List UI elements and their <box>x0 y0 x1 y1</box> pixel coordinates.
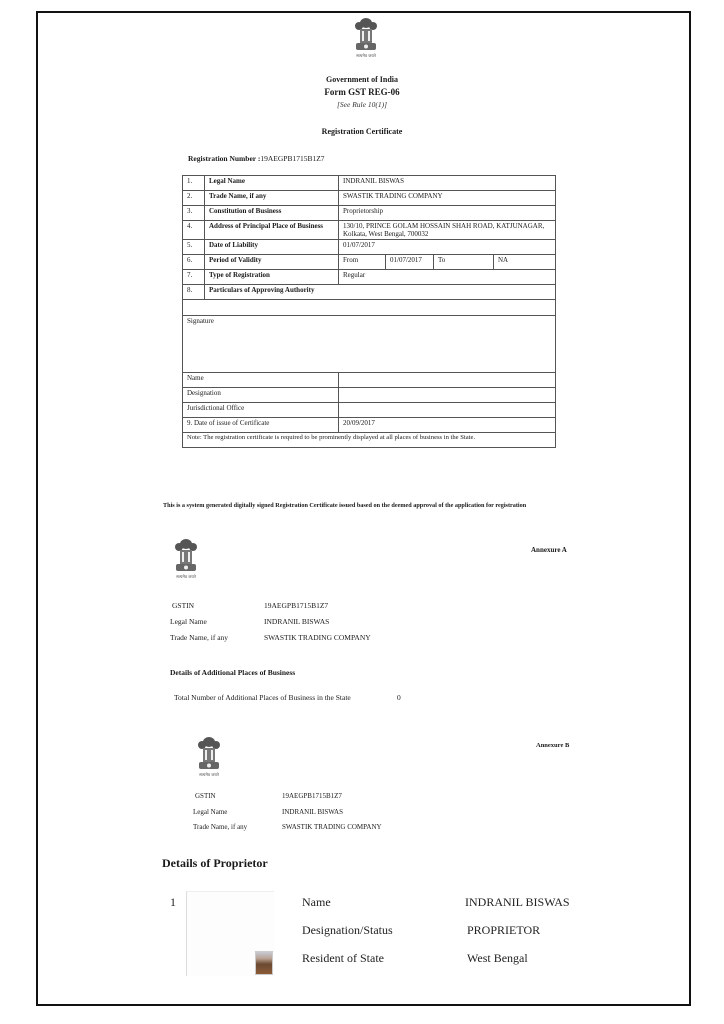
proprietor-state-value: West Bengal <box>467 951 528 965</box>
form-title: Form GST REG-06 <box>324 87 400 97</box>
annexure-a-title: Annexure A <box>531 546 567 554</box>
table-row <box>183 191 556 206</box>
svg-text:सत्यमेव जयते: सत्यमेव जयते <box>199 772 219 777</box>
government-heading: Government of India <box>326 75 398 84</box>
additional-places-count-value: 0 <box>397 693 401 702</box>
table-row <box>183 300 556 316</box>
address-value: 130/10, PRINCE GOLAM HOSSAIN SHAH ROAD, KATJUNAGAR, Kolkata, West Bengal, 700032 <box>339 221 556 240</box>
issue-date-value: 20/09/2017 <box>339 418 556 433</box>
annexure-a-gstin-value: 19AEGPB1715B1Z7 <box>264 601 329 610</box>
proprietor-index: 1 <box>170 895 176 909</box>
annexure-a-legal-name-value: INDRANIL BISWAS <box>264 617 330 626</box>
issue-date-label: 9. Date of issue of Certificate <box>183 418 339 433</box>
proprietor-state-label: Resident of State <box>302 951 384 965</box>
proprietor-name-label: Name <box>302 895 331 909</box>
table-row <box>183 388 556 403</box>
proprietor-heading: Details of Proprietor <box>162 856 268 870</box>
validity-to-value: NA <box>494 255 556 270</box>
validity-from-value: 01/07/2017 <box>386 255 434 270</box>
table-row <box>183 285 556 300</box>
constitution-value: Proprietorship <box>339 206 556 221</box>
row-number: 8. <box>183 285 205 300</box>
certificate-title: Registration Certificate <box>321 127 403 136</box>
legal-name-value: INDRANIL BISWAS <box>339 176 556 191</box>
proprietor-designation-value: PROPRIETOR <box>467 923 541 937</box>
annexure-b-legal-name-value: INDRANIL BISWAS <box>282 808 343 816</box>
row-label: Period of Validity <box>205 255 339 270</box>
annexure-b-gstin-label: GSTIN <box>195 792 216 800</box>
additional-places-heading: Details of Additional Places of Business <box>170 668 296 677</box>
table-row <box>183 373 556 388</box>
system-generated-note: This is a system generated digitally signed Registration Certificate issued based on the deemed approval of the application for registration <box>163 502 527 509</box>
row-number: 6. <box>183 255 205 270</box>
trade-name-value: SWASTIK TRADING COMPANY <box>339 191 556 206</box>
annexure-b-gstin-value: 19AEGPB1715B1Z7 <box>282 792 342 800</box>
authority-designation-label: Designation <box>183 388 339 403</box>
validity-from-label: From <box>339 255 386 270</box>
row-label: Trade Name, if any <box>205 191 339 206</box>
table-row <box>183 433 556 448</box>
row-number: 7. <box>183 270 205 285</box>
row-label: Particulars of Approving Authority <box>205 285 556 300</box>
annexure-b-legal-name-label: Legal Name <box>193 808 228 816</box>
row-label: Date of Liability <box>205 240 339 255</box>
row-label: Legal Name <box>205 176 339 191</box>
table-row <box>183 255 556 270</box>
annexure-a-trade-name-label: Trade Name, if any <box>170 633 229 642</box>
proprietor-photo <box>255 951 273 975</box>
row-label: Address of Principal Place of Business <box>205 221 339 240</box>
jurisdictional-office-label: Jurisdictional Office <box>183 403 339 418</box>
table-row <box>183 176 556 191</box>
registration-number-value: 19AEGPB1715B1Z7 <box>260 154 325 163</box>
annexure-b-trade-name-value: SWASTIK TRADING COMPANY <box>282 823 382 831</box>
annexure-a-gstin-label: GSTIN <box>172 601 195 610</box>
additional-places-count-label: Total Number of Additional Places of Business in the State <box>174 693 351 702</box>
certificate-table <box>182 175 556 448</box>
row-label: Type of Registration <box>205 270 339 285</box>
table-row <box>183 418 556 433</box>
national-emblem-icon <box>194 735 224 779</box>
authority-name-value <box>339 373 556 388</box>
registration-number-label: Registration Number : <box>188 154 261 163</box>
svg-text:सत्यमेव जयते: सत्यमेव जयते <box>176 574 196 579</box>
authority-name-label: Name <box>183 373 339 388</box>
row-number: 2. <box>183 191 205 206</box>
svg-text:सत्यमेव जयते: सत्यमेव जयते <box>356 53 376 58</box>
table-row <box>183 403 556 418</box>
table-row <box>183 206 556 221</box>
annexure-a-trade-name-value: SWASTIK TRADING COMPANY <box>264 633 371 642</box>
annexure-b-title: Annexure B <box>536 742 570 749</box>
signature-cell: Signature <box>183 316 556 373</box>
jurisdictional-office-value <box>339 403 556 418</box>
row-number: 5. <box>183 240 205 255</box>
liability-date-value: 01/07/2017 <box>339 240 556 255</box>
registration-number <box>188 154 325 163</box>
row-label: Constitution of Business <box>205 206 339 221</box>
table-row <box>183 240 556 255</box>
row-number: 3. <box>183 206 205 221</box>
annexure-a-legal-name-label: Legal Name <box>170 617 207 626</box>
proprietor-name-value: INDRANIL BISWAS <box>465 895 570 909</box>
display-note: Note: The registration certificate is required to be prominently displayed at all places of business in the State. <box>183 433 556 448</box>
national-emblem-icon <box>351 16 381 60</box>
authority-designation-value <box>339 388 556 403</box>
annexure-b-trade-name-label: Trade Name, if any <box>193 823 248 831</box>
table-row <box>183 221 556 240</box>
table-row <box>183 316 556 373</box>
blank-cell <box>183 300 556 316</box>
registration-type-value: Regular <box>339 270 556 285</box>
validity-to-label: To <box>434 255 494 270</box>
table-row <box>183 270 556 285</box>
row-number: 1. <box>183 176 205 191</box>
national-emblem-icon <box>171 537 201 581</box>
proprietor-designation-label: Designation/Status <box>302 923 393 937</box>
rule-reference: [See Rule 10(1)] <box>337 100 387 109</box>
row-number: 4. <box>183 221 205 240</box>
